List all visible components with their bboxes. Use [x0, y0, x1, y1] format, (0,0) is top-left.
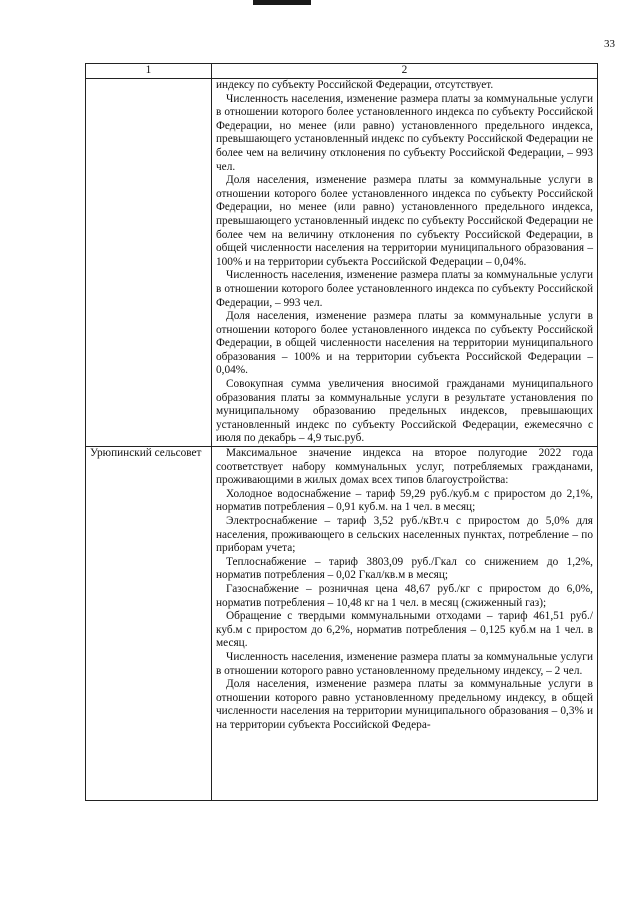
paragraph: Газоснабжение – розничная цена 48,67 руб./кг с приростом до 6,0%, норматив потребления – 10,48 кг на 1 чел. в месяц (сжиженный газ);: [216, 582, 593, 609]
paragraph: Максимальное значение индекса на второе полугодие 2022 года соответствует набору коммунальных услуг, потребляемых гражданами, проживающими в жилых домах всех типов благоустройства:: [216, 447, 593, 487]
paragraph: Обращение с твердыми коммунальными отходами – тариф 461,51 руб./куб.м с приростом до 6,2%, норматив потребления – 0,125 куб.м на 1 чел. в месяц.: [216, 610, 593, 650]
paragraph: Электроснабжение – тариф 3,52 руб./кВт.ч с приростом до 5,0% для населения, проживающего в сельских населенных пунктах, потребление – по приборам учета;: [216, 515, 593, 555]
column-header-1: 1: [86, 64, 212, 79]
municipality-cell: [86, 79, 212, 447]
municipality-cell: Урюпинский сельсовет: [86, 447, 212, 801]
paragraph: Доля населения, изменение размера платы за коммунальные услуги в отношении которого более установленного индекса по субъекту Российской Федерации, в общей численности населения на территории муниципального образования – 100% и на территории субъекта Российской Федерации – 0,04%.: [216, 310, 593, 377]
paragraph: Совокупная сумма увеличения вносимой гражданами муниципального образования платы за коммунальные услуги в результате установления по муниципальному образованию предельных индексов, превышающих установленный индекс по субъекту Российской Федерации, ежемесячно с июля по декабрь – 4,9 тыс.руб.: [216, 378, 593, 445]
column-header-2: 2: [212, 64, 598, 79]
description-cell: [212, 79, 598, 447]
paragraph: Доля населения, изменение размера платы за коммунальные услуги в отношении которого более установленного индекса по субъекту Российской Федерации, но менее (или равно) установленного предельного индекса, превышающего установленный индекс по субъекту Российской Федерации не более чем на величину отклонения по субъекту Российской Федерации, в общей численности населения на территории муниципального образования – 100% и на территории субъекта Российской Федерации – 0,04%.: [216, 174, 593, 268]
paragraph: Численность населения, изменение размера платы за коммунальные услуги в отношении которого равно установленному предельному индексу, – 2 чел.: [216, 650, 593, 677]
table-header-row: [86, 64, 598, 79]
municipal-index-table: [85, 63, 598, 801]
page-number: 33: [604, 38, 615, 50]
paragraph: индексу по субъекту Российской Федерации, отсутствует.: [216, 79, 494, 91]
paragraph: Холодное водоснабжение – тариф 59,29 руб./куб.м с приростом до 2,1%, норматив потребления – 0,91 куб.м. на 1 чел. в месяц;: [216, 487, 593, 514]
paragraph: Доля населения, изменение размера платы за коммунальные услуги в отношении которого равно установленному предельному индексу, в общей численности населения на территории муниципального образования – 0,3% и на территории субъекта Российской Федера-: [216, 678, 593, 731]
paragraph: Теплоснабжение – тариф 3803,09 руб./Гкал со снижением до 1,2%, норматив потребления – 0,02 Гкал/кв.м в месяц;: [216, 555, 593, 582]
scan-artifact-mark: [253, 0, 311, 5]
description-cell: [212, 447, 598, 801]
paragraph: Численность населения, изменение размера платы за коммунальные услуги в отношении которого более установленного индекса по субъекту Российской Федерации, но менее (или равно) установленного предельного индекса, превышающего установленный индекс по субъекту Российской Федерации не более чем на величину отклонения по субъекту Российской Федерации, – 993 чел.: [216, 92, 593, 173]
table-row: [86, 79, 598, 447]
table-row: [86, 447, 598, 801]
paragraph: Численность населения, изменение размера платы за коммунальные услуги в отношении которого более установленного индекса по субъекту Российской Федерации, – 993 чел.: [216, 269, 593, 309]
